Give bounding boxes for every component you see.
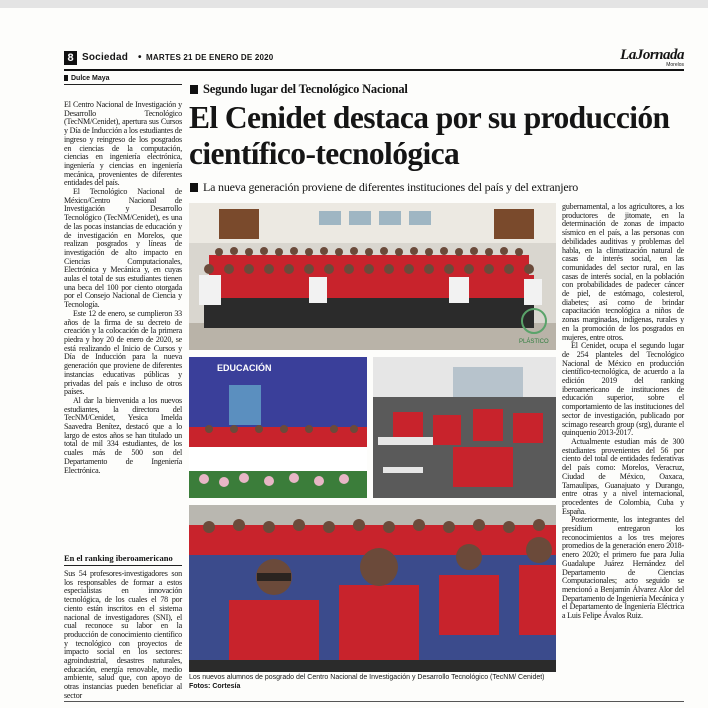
paragraph: El Tecnológico Nacional de México/Centro Nacional de Investigación y Desarrollo Tecnológico (TecNM/Cenidet), es una de las pocas instancias de educación y de investigación en Morelos, que realizan posgrados y líneas de investigación de alto impacto en Ciencias Computacionales, Electrónica y Mecánica y, en cuyas aulas el total de sus estudiantes tienen una beca del 100 por ciento otorgada por el Consejo Nacional de Ciencia y Tecnología.	[64, 187, 182, 310]
deck	[190, 180, 578, 195]
subheading: En el ranking iberoamericano	[64, 553, 182, 566]
header-separator: •	[138, 52, 142, 63]
group-photo	[189, 203, 556, 350]
photo-caption	[189, 674, 559, 691]
kicker	[190, 82, 408, 97]
top-strip	[0, 0, 708, 8]
byline	[64, 75, 182, 85]
students-photo	[189, 505, 556, 672]
byline-marker-icon	[64, 75, 68, 81]
paragraph: El Cenidet, ocupa el segundo lugar de 254 planteles del Tecnológico Nacional de México en producción científico-tecnológica, de acuerdo a la edición 2019 del ranking iberoamericano de instituciones de educación superior, sobre el comportamiento de las instituciones del sector de investigación, publicado por scimago research group (srg), durante el quinquenio 2013-2017.	[562, 341, 684, 438]
paragraph: El Centro Nacional de Investigación y Desarrollo Tecnológico (TecNM/Cenidet), apertura sus Cursos y Día de Inducción a los estudiantes de ingreso y reingreso de los posgrados en ciencias de la computación, ciencias en ingeniería electrónica, ingeniería y ciencias en ingeniería mecánica, provenientes de diferentes entidades del país.	[64, 100, 183, 188]
issue-date: MARTES 21 DE ENERO DE 2020	[146, 53, 274, 62]
square-bullet-icon	[190, 183, 198, 192]
newspaper-logo	[620, 48, 684, 68]
kicker-text: Segundo lugar del Tecnológico Nacional	[203, 82, 408, 96]
byline-author: Dulce Maya	[71, 75, 110, 82]
square-bullet-icon	[190, 85, 198, 94]
caption-credit: Fotos: Cortesía	[189, 682, 241, 690]
bottom-rule	[64, 701, 684, 702]
watermark-text: PLÁSTICO	[519, 339, 549, 345]
left-column-text-2	[64, 570, 182, 701]
auditorium-photo	[373, 357, 556, 498]
paragraph: Sus 54 profesores-investigadores son los responsables de formar a estos especialistas en innovación tecnológica, de los cuales el 78 por ciento están inscritos en el sistema nacional de investigadores (SNI), el cual reconoce su labor en la producción de conocimiento científico y tecnológico con proyectos de impacto social en los sectores: agroindustrial, desastres naturales, educación, energía renovable, medio ambiente, salud que, con apoyo de otras instancias pueden beneficiar al sector	[64, 569, 182, 700]
paragraph: Posteriormente, los integrantes del presídium entregaron los reconocimientos a los tres mejores promedios de la generación enero 2018-enero 2020; el primero fue para Julia Guadalupe Juárez Hernández del Departamento de Ciencias Computacionales; acto seguido se mencionó a Benjamín Álvarez Alor del Departamento de Ingeniería Mecánica y el Departamento de Ingeniería Eléctrica a Luis Felipe Ávalos Ruiz.	[562, 515, 684, 621]
banner-text: EDUCACIÓN	[217, 363, 272, 373]
logo-name: LaJornada	[620, 47, 684, 63]
paragraph: Al dar la bienvenida a los nuevos estudiantes, la directora del TecNM/Cenidet, Yesica Imelda Saavedra Benítez, destacó que a lo largo de estos años se han titulado un total de mil 334 estudiantes, de los cuales más de 500 son del Departamento de Ingeniería Electrónica.	[64, 395, 182, 475]
presidium-photo	[189, 357, 367, 498]
section-name: Sociedad	[82, 52, 129, 63]
deck-text: La nueva generación proviene de diferentes instituciones del país y del extranjero	[203, 180, 579, 194]
headline: El Cenidet destaca por su producción científico-tecnológica	[189, 100, 670, 171]
left-column	[64, 75, 184, 700]
page-header	[64, 47, 684, 68]
page-number: 8	[64, 51, 77, 65]
logo-subtitle: Morelos	[666, 62, 684, 68]
paragraph: gubernamental, a los agricultores, a los productores de jitomate, en la determinación de zonas de impacto sísmico en el país, a las personas con debilidades auditivas y problemas del habla, en la climatización natural de casas de interés social, en las comunidades del sector rural, en las casas de interés social, en la población con probabilidades de padecer cáncer de piel, de estómago, colesterol, diabetes; así como de brindar capacitación tecnológica a niños de zonas marginadas, indígenas, rurales y en la promoción de los posgrados en mujeres, entre otros.	[562, 202, 684, 342]
right-column-text	[562, 203, 684, 621]
caption-text: Los nuevos alumnos de posgrado del Centro Nacional de Investigación y Desarrollo Tecnológico (TecNM/ Cenidet)	[189, 674, 545, 681]
paragraph: Este 12 de enero, se cumplieron 33 años de la firma de su decreto de creación y la colocación de la primera piedra y hoy 20 de enero de 2020, se está realizando el Inicio de Cursos y Día de Inducción para la nueva generación que proviene de diferentes instancias educativas públicas y privadas del país e incluso de otros países.	[64, 308, 182, 397]
paragraph: Actualmente estudian más de 300 estudiantes provenientes del 56 por ciento del total de entidades federativas del país como: Morelos, Veracruz, Ciudad de México, Oaxaca, Tamaulipas, Guanajuato y Durango, entre otras y a nivel internacional, procedentes de Colombia, Cuba y España.	[562, 436, 684, 516]
header-rule	[64, 69, 684, 71]
left-column-text	[64, 101, 182, 475]
